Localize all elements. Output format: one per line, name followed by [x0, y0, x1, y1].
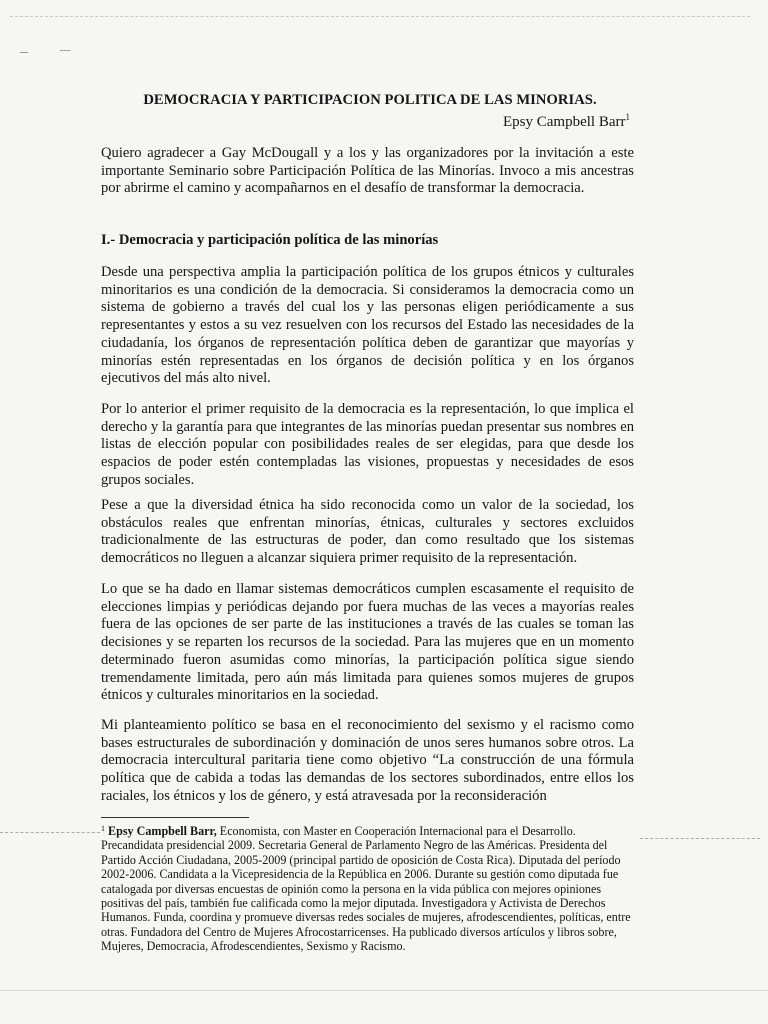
section-heading: I.- Democracia y participación política de las minorías: [101, 232, 439, 248]
body-paragraph-5: Mi planteamiento político se basa en el reconocimiento del sexismo y el racismo como bases estructurales de subordinación y dominación de unos seres humanos sobre otros. La democracia intercultural paritaria tiene como objetivo “La construcción de una fórmula política que de cabida a todas las demandas de los sectores subordinados, entre ellos los raciales, los étnicos y los de género, y está atravesada por la reconsideración: [101, 717, 634, 804]
body-paragraph-2: Por lo anterior el primer requisito de la democracia es la representación, lo que implica el derecho y la garantía para que integrantes de las minorías puedan presentar sus nombres en listas de elección popular con posibilidades reales de ser elegidas, para que desde los espacios de poder estén contempladas las visiones, propuestas y necesidades de esos grupos sociales.: [101, 401, 634, 488]
footnote-author-name: Epsy Campbell Barr,: [108, 824, 217, 838]
scan-artifact-mark: [20, 52, 28, 53]
document-title: DEMOCRACIA Y PARTICIPACION POLITICA DE LAS MINORIAS.: [143, 92, 597, 108]
author-footnote-mark: 1: [625, 112, 630, 122]
body-paragraph-4: Lo que se ha dado en llamar sistemas democráticos cumplen escasamente el requisito de elecciones limpias y periódicas dejando por fuera muchas de las veces a mayorías reales fuera de las opciones de ser parte de las instituciones a través de las cuales se toman las decisiones y se reparten los recursos de la sociedad. Para las mujeres que en un momento determinado fueron asumidas como minorías, la participación política sigue siendo tremendamente limitada, pero aún más limitada para quienes somos mujeres de grupos étnicos y culturales minoritarios en la sociedad.: [101, 581, 634, 704]
footnote-mark: 1: [101, 824, 105, 833]
footnote: [101, 822, 631, 954]
body-paragraph-3: Pese a que la diversidad étnica ha sido reconocida como un valor de la sociedad, los obstáculos reales que enfrentan minorías, étnicas, culturales y sectores excluidos tradicionalmente de las estructuras de poder, dan como resultado que los sistemas democráticos no lleguen a alcanzar siquiera primer requisito de la representación.: [101, 497, 634, 567]
author-name: Epsy Campbell Barr: [503, 114, 626, 130]
scan-artifact-top-line: [10, 16, 750, 17]
footnote-text: Economista, con Master en Cooperación Internacional para el Desarrollo. Precandidata presidencial 2009. Secretaria General de Parlamento Negro de las Américas. Presidenta del Partido Acción Ciudadana, 2005-2009 (principal partido de oposición de Costa Rica). Diputada del período 2002-2006. Candidata a la Vicepresidencia de la República en 2006. Durante su gestión como diputada fue catalogada por diversas encuestas de opinión como la persona en la vida pública con mejores opiniones positivas del país, también fue calificada como la mejor diputada. Investigadora y Activista de Derechos Humanos. Funda, coordina y promueve diversas redes sociales de mujeres, afrodescendientes, políticas, entre otras. Fundadora del Centro de Mujeres Afrocostarricenses. Ha publicado diversos artículos y libros sobre, Mujeres, Democracia, Afrodescendientes, Sexismo y Racismo.: [101, 824, 631, 954]
scan-artifact-mark: [60, 50, 70, 51]
intro-paragraph: Quiero agradecer a Gay McDougall y a los y las organizadores por la invitación a este importante Seminario sobre Participación Política de las Minorías. Invoco a mis ancestras por abrirme el camino y acompañarnos en el desafío de transformar la democracia.: [101, 145, 634, 197]
scan-artifact-dashes: [0, 832, 100, 833]
scan-artifact-dashes: [640, 838, 760, 839]
body-paragraph-1: Desde una perspectiva amplia la participación política de los grupos étnicos y culturales minoritarios es una condición de la democracia. Si consideramos la democracia como un sistema de gobierno a través del cual los y las personas eligen periódicamente a sus representantes y estos a su vez resuelven con los recursos del Estado las necesidades de la ciudadanía, los órganos de representación política deben de garantizar que mayorías y minorías estén representadas en los órganos de decisión política y en los órganos ejecutivos del más alto nivel.: [101, 264, 634, 387]
document-author: [503, 112, 630, 131]
footnote-separator: [101, 817, 249, 818]
scan-artifact-bottom-line: [0, 990, 768, 991]
